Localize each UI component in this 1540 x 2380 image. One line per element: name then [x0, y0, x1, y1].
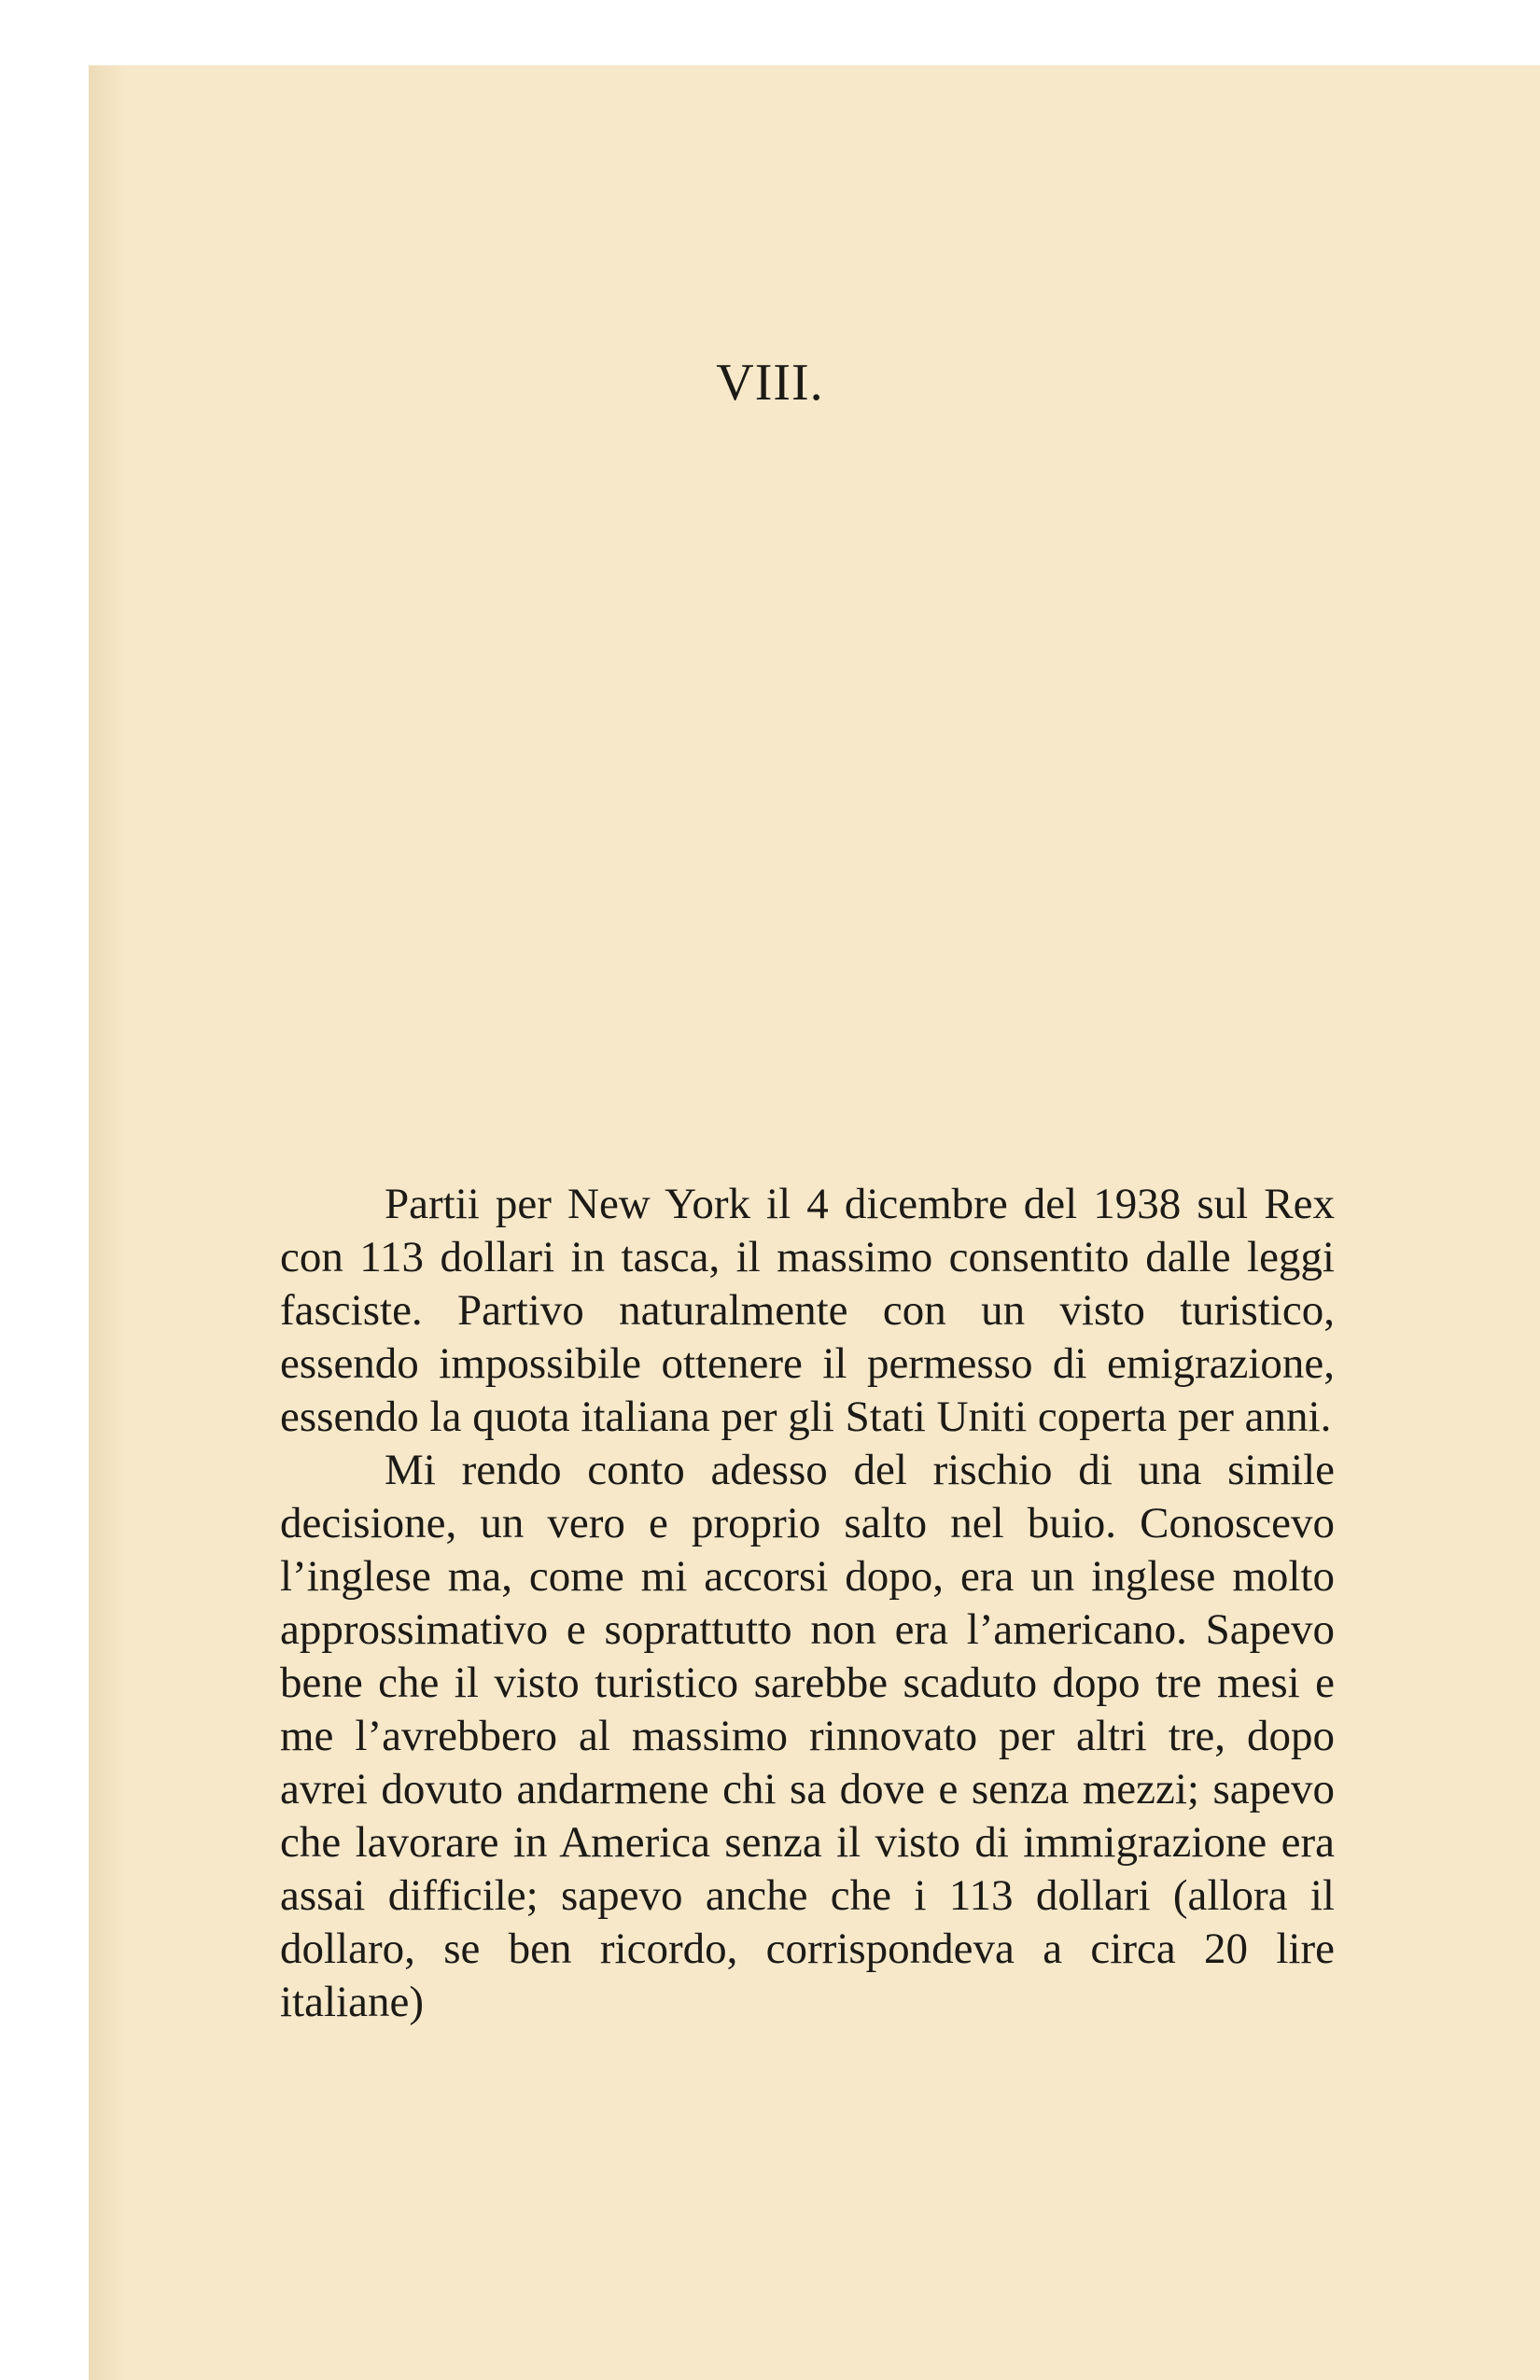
body-text: [280, 1178, 1335, 2029]
chapter-heading: VIII.: [716, 354, 824, 412]
paragraph-2: Mi rendo conto adesso del rischio di una simile decisione, un vero e proprio salto nel buio. Conoscevo l’inglese ma, come mi accorsi dopo, era un inglese molto approssimativo e soprattutto non era l’americano. Sapevo bene che il visto turistico sarebbe scaduto dopo tre mesi e me l’avrebbero al massimo rinnovato per altri tre, dopo avrei dovuto andarmene chi sa dove e senza mezzi; sapevo che lavorare in America senza il visto di immigrazione era assai difficile; sapevo anche che i 113 dollari (allora il dollaro, se ben ricordo, corrispondeva a circa 20 lire italiane): [280, 1446, 1335, 2026]
paragraph-1: Partii per New York il 4 dicembre del 1938 sul Rex con 113 dollari in tasca, il massimo consentito dalle leggi fasciste. Partivo naturalmente con un visto turistico, essendo impossibile ottenere il permesso di emigrazione, essendo la quota italiana per gli Stati Uniti coperta per anni.: [280, 1180, 1335, 1441]
